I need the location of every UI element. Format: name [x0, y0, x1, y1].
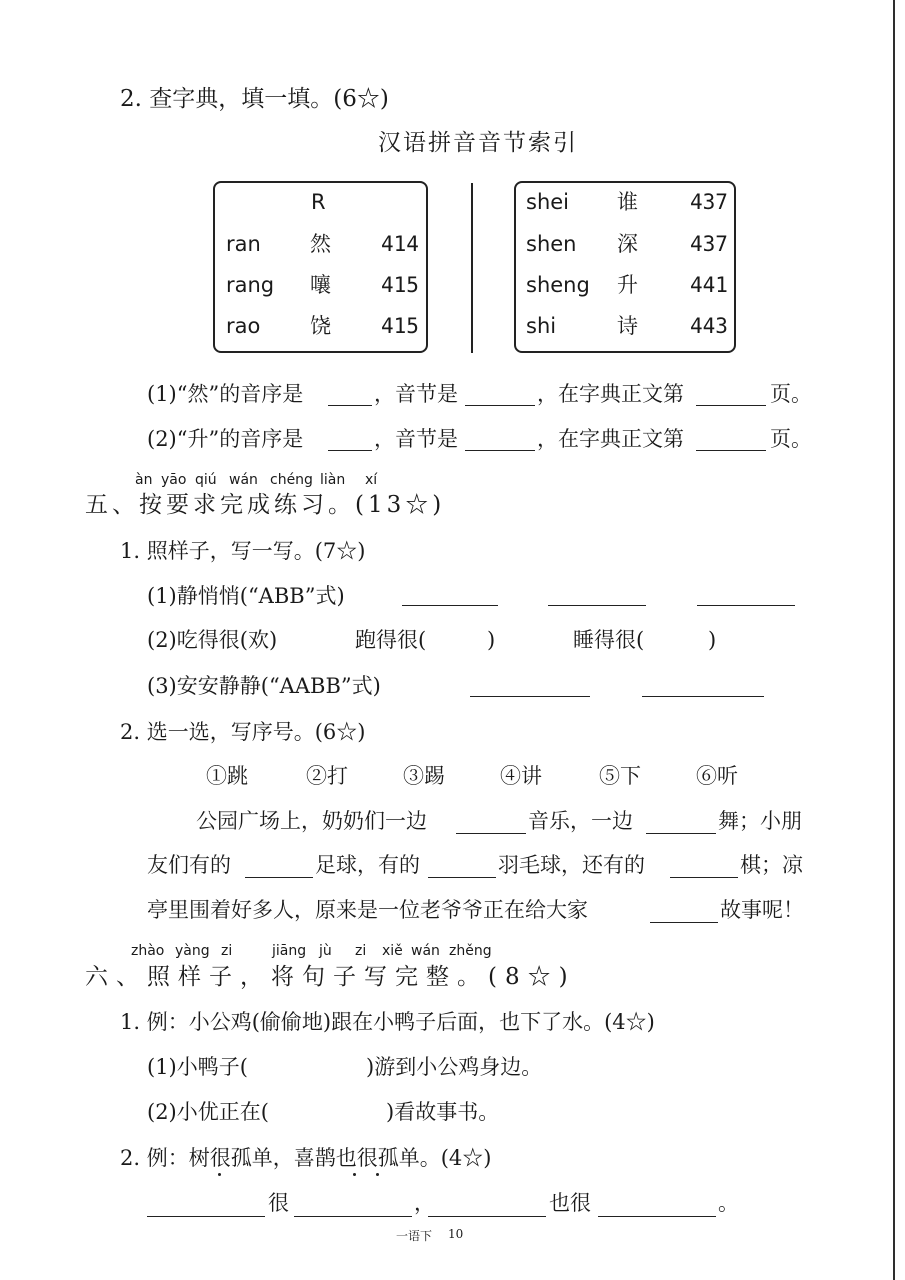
section5-heading: 五、按要求完成练习。(13☆)	[85, 492, 446, 518]
index-char: 嚷	[310, 273, 331, 297]
s6-q2-line-a: 很	[268, 1191, 289, 1215]
s5-q1-item3: (3)安安静静(“AABB”式)	[147, 674, 381, 698]
index-title: 汉语拼音音节索引	[378, 130, 578, 156]
answer-blank[interactable]	[650, 922, 718, 923]
option: ②打	[306, 764, 348, 788]
passage-line2-b: 足球，有的	[315, 853, 420, 877]
index-char: 饶	[310, 314, 331, 338]
index-pinyin: rang	[226, 273, 275, 297]
page-number: 10	[448, 1227, 464, 1241]
index-pinyin: shen	[526, 232, 577, 256]
answer-blank[interactable]	[646, 833, 716, 834]
index-pinyin: sheng	[526, 273, 590, 297]
option: ①跳	[206, 764, 248, 788]
answer-blank[interactable]	[696, 405, 766, 406]
index-char: 谁	[617, 190, 638, 214]
s6-q1-item2-a: (2)小优正在(	[147, 1100, 269, 1124]
pinyin-annotation: qiú	[195, 472, 217, 488]
page-edge-line	[893, 0, 895, 1280]
passage-line1-b: 音乐，一边	[528, 809, 633, 833]
answer-blank[interactable]	[697, 605, 795, 606]
s6-q1-title: 1. 例：小公鸡(偷偷地)跟在小鸭子后面，也下了水。(4☆)	[120, 1010, 655, 1034]
index-box-r-header: R	[311, 190, 326, 214]
passage-line1-a: 公园广场上，奶奶们一边	[196, 809, 427, 833]
index-char: 升	[617, 273, 638, 297]
pinyin-annotation: àn	[135, 472, 153, 488]
s6-q2-title: 2. 例：树很孤单，喜鹊也很孤单。(4☆)	[120, 1146, 492, 1170]
index-pinyin: shei	[526, 190, 570, 214]
pinyin-annotation: zi	[221, 943, 233, 959]
index-divider	[471, 183, 473, 353]
answer-blank[interactable]	[465, 405, 535, 406]
pinyin-annotation: xiě	[382, 943, 403, 959]
emphasis-dot	[218, 1173, 221, 1176]
answer-blank[interactable]	[642, 696, 764, 697]
pinyin-annotation: yàng	[175, 943, 210, 959]
answer-blank[interactable]	[670, 877, 738, 878]
pinyin-annotation: zhěng	[449, 943, 492, 959]
passage-line3-a: 亭里围着好多人，原来是一位老爷爷正在给大家	[147, 898, 588, 922]
passage-line3-b: 故事呢！	[720, 898, 804, 922]
q2-sub2-part-c: ，在字典正文第	[537, 427, 684, 451]
s5-q1-item2-example: (2)吃得很(欢)	[147, 628, 278, 652]
index-page: 414	[381, 232, 419, 256]
pinyin-annotation: xí	[365, 472, 378, 488]
q2-sub2-part-d: 页。	[770, 427, 812, 451]
answer-blank[interactable]	[456, 833, 526, 834]
index-pinyin: ran	[226, 232, 261, 256]
index-page: 415	[381, 273, 419, 297]
pinyin-annotation: zhào	[131, 943, 165, 959]
pinyin-annotation: yāo	[161, 472, 187, 488]
q2-title: 2. 查字典，填一填。(6☆)	[120, 86, 389, 112]
footer-label: 一语下	[396, 1229, 433, 1243]
s5-q1-item1: (1)静悄悄(“ABB”式)	[147, 584, 345, 608]
answer-blank[interactable]	[428, 877, 496, 878]
pinyin-annotation: liàn	[320, 472, 346, 488]
index-pinyin: shi	[526, 314, 557, 338]
pinyin-annotation: wán	[411, 943, 440, 959]
pinyin-annotation: jiāng	[272, 943, 307, 959]
pinyin-annotation: chéng	[270, 472, 313, 488]
index-char: 深	[617, 232, 638, 256]
q2-sub2-part-a: (2)“升”的音序是	[147, 427, 304, 451]
s6-q1-item1-b: )游到小公鸡身边。	[366, 1055, 543, 1079]
passage-line1-c: 舞；小朋	[718, 809, 802, 833]
s6-q2-line-c: 也很	[549, 1191, 591, 1215]
pinyin-annotation: wán	[229, 472, 258, 488]
answer-blank[interactable]	[294, 1216, 412, 1217]
emphasis-dot	[353, 1173, 356, 1176]
index-char: 诗	[617, 314, 638, 338]
index-page: 437	[690, 190, 728, 214]
passage-line2-a: 友们有的	[147, 853, 231, 877]
answer-blank[interactable]	[245, 877, 313, 878]
s5-q1-item2-b-close: )	[487, 628, 496, 652]
s5-q1-item2-c: 睡得很(	[573, 628, 645, 652]
s5-q2-title: 2. 选一选，写序号。(6☆)	[120, 720, 366, 744]
emphasis-dot	[376, 1173, 379, 1176]
option: ⑥听	[696, 764, 738, 788]
pinyin-annotation: zi	[355, 943, 367, 959]
answer-blank[interactable]	[465, 450, 535, 451]
q2-sub1-part-c: ，在字典正文第	[537, 382, 684, 406]
answer-blank[interactable]	[328, 450, 372, 451]
s5-q1-item2-c-close: )	[708, 628, 717, 652]
pinyin-annotation: jù	[319, 943, 332, 959]
index-page: 415	[381, 314, 419, 338]
option: ⑤下	[599, 764, 641, 788]
answer-blank[interactable]	[598, 1216, 716, 1217]
answer-blank[interactable]	[147, 1216, 265, 1217]
passage-line2-c: 羽毛球，还有的	[498, 853, 645, 877]
s6-q1-item2-b: )看故事书。	[386, 1100, 500, 1124]
section6-heading: 六、照样子，将句子写完整。(8☆)	[85, 964, 576, 990]
q2-sub1-part-d: 页。	[770, 382, 812, 406]
s6-q1-item1-a: (1)小鸭子(	[147, 1055, 248, 1079]
option: ③踢	[403, 764, 445, 788]
s6-q2-line-d: 。	[718, 1191, 739, 1215]
answer-blank[interactable]	[548, 605, 646, 606]
index-char: 然	[310, 232, 331, 256]
index-pinyin: rao	[226, 314, 261, 338]
answer-blank[interactable]	[402, 605, 498, 606]
s5-q1-title: 1. 照样子，写一写。(7☆)	[120, 539, 366, 563]
passage-line2-d: 棋；凉	[740, 853, 803, 877]
q2-sub1-part-a: (1)“然”的音序是	[147, 382, 304, 406]
answer-blank[interactable]	[328, 405, 372, 406]
index-page: 441	[690, 273, 728, 297]
s5-q1-item2-b: 跑得很(	[355, 628, 427, 652]
answer-blank[interactable]	[696, 450, 766, 451]
q2-sub1-part-b: ，音节是	[374, 382, 458, 406]
s6-q2-line-b: ，	[414, 1191, 435, 1215]
index-page: 437	[690, 232, 728, 256]
q2-sub2-part-b: ，音节是	[374, 427, 458, 451]
answer-blank[interactable]	[428, 1216, 546, 1217]
option: ④讲	[500, 764, 542, 788]
index-page: 443	[690, 314, 728, 338]
answer-blank[interactable]	[470, 696, 590, 697]
